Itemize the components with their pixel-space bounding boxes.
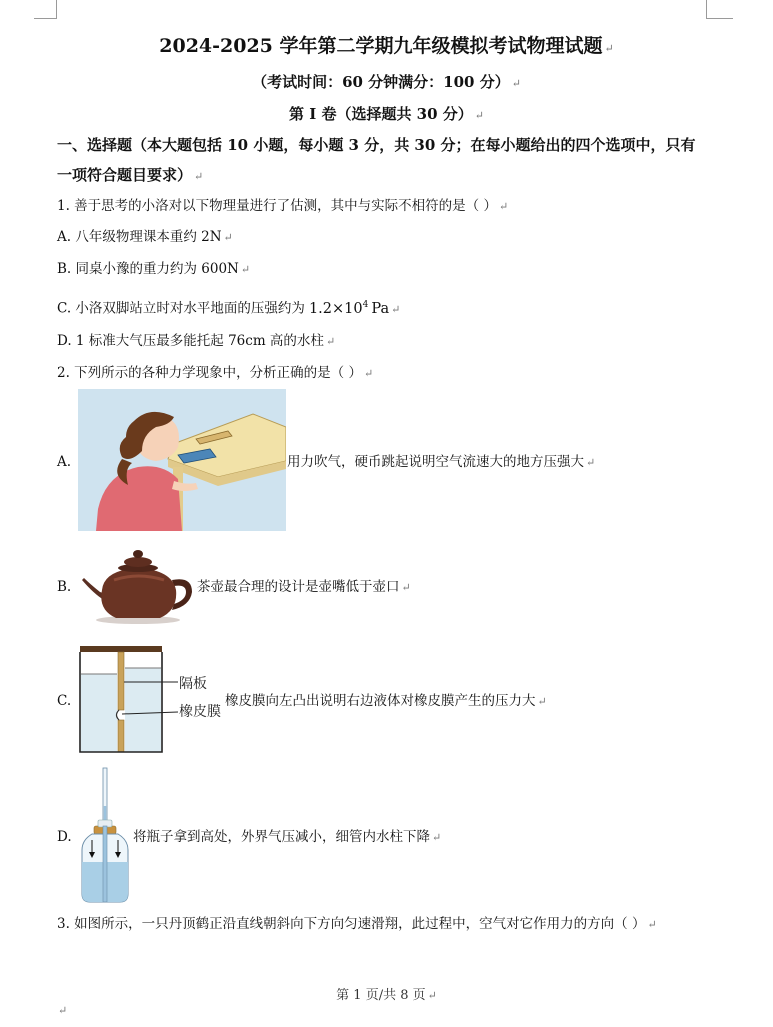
q2-option-d-letter: D. [57,829,72,845]
q3-stem: 3. 如图所示，一只丹顶鹤正沿直线朝斜向下方向匀速滑翔，此过程中，空气对它作用力的方向（ ） ↵ [57,916,657,932]
crop-mark-top-right [706,0,733,19]
q1-c-unit: Pa [371,300,390,317]
q2-option-b-text: 茶壶最合理的设计是壶嘴低于壶口 ↵ [197,579,411,595]
q2-option-a-letter: A. [57,454,72,470]
bottle-barometer-image [78,766,132,904]
exam-title: 2024-2025 学年第二学期九年级模拟考试物理试题 ↵ [159,35,614,57]
q1-option-c: C. 小洛双脚站立时对水平地面的压强约为 $1.2\times 10^4$ Pa ↵ [57,300,401,317]
q2-option-c-text: 橡皮膜向左凸出说明右边液体对橡皮膜产生的压力大 ↵ [225,693,547,709]
q2-option-d-text: 将瓶子拿到高处，外界气压减小，细管内水柱下降 ↵ [133,829,442,845]
q2-option-b-letter: B. [57,579,72,595]
section-heading-line1: 一、选择题（本大题包括 10 小题，每小题 3 分，共 30 分；在每小题给出的四个选项中，只有 [57,136,696,154]
partition-label: 隔板 [179,676,207,692]
q1-option-b: B. 同桌小豫的重力约为 600N ↵ [57,261,251,277]
exam-subtitle: （考试时间：60 分钟满分：100 分） ↵ [252,73,521,91]
section-heading-line2: 一项符合题目要求） ↵ [57,166,204,184]
volume-heading: 第 I 卷（选择题共 30 分） ↵ [289,105,484,123]
partition-container-diagram [78,644,224,756]
girl-blowing-coin-image [78,389,286,531]
q1-stem: 1. 善于思考的小洛对以下物理量进行了估测，其中与实际不相符的是（ ） ↵ [57,198,509,214]
q2-stem: 2. 下列所示的各种力学现象中，分析正确的是（ ） ↵ [57,365,374,381]
crop-mark-top-left [34,0,57,19]
q2-option-c-letter: C. [57,693,72,709]
trailing-return-mark: ↵ [58,1004,68,1017]
page-footer: 第 1 页/共 8 页 ↵ [336,988,437,1003]
membrane-label: 橡皮膜 [179,704,221,720]
q1-option-a: A. 八年级物理课本重约 2N ↵ [57,229,233,245]
q2-option-a-text: 用力吹气，硬币跳起说明空气流速大的地方压强大 ↵ [287,454,596,470]
q1-c-math: 1.2×10 [308,300,363,317]
q1-option-d: D. 1 标准大气压最多能托起 76cm 高的水柱 ↵ [57,333,336,349]
q1-c-exponent: 4 [362,300,369,310]
teapot-image [80,540,196,626]
